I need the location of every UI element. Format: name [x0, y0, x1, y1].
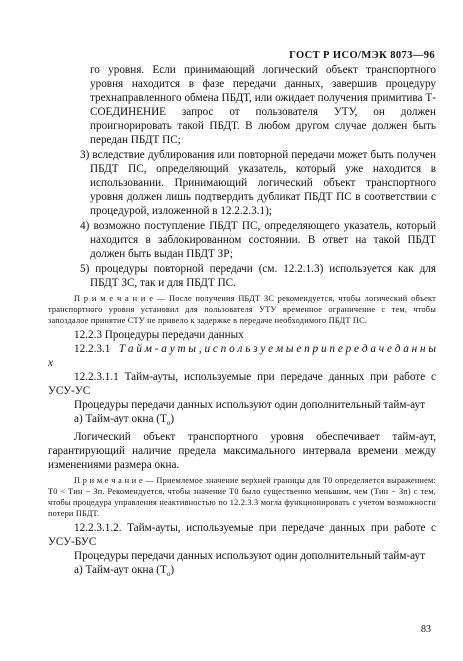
heading-text: 12.2.3 Процедуры передачи данных	[74, 329, 244, 341]
timer-label: а) Тайм-аут окна (T	[74, 413, 167, 425]
paragraph-procedures-2: Процедуры передачи данных используют один дополнительный тайм-аут	[74, 550, 426, 563]
timer-subscript: о	[166, 419, 171, 428]
paragraph-procedures-1: Процедуры передачи данных используют один дополнительный тайм-аут	[74, 399, 426, 411]
paragraph-12-2-3-1-2: 12.2.3.1.2. Тайм-ауты, используемые при передаче данных при работе с УСУ-БУС	[48, 522, 436, 549]
note-label: П р и м е ч а н и е	[74, 294, 154, 303]
paragraph-12-2-3-1-1: 12.2.3.1.1 Тайм-ауты, используемые при передаче данных при работе с УСУ-УС	[48, 371, 436, 397]
heading-number: 12.2.3.1	[74, 343, 111, 355]
timer-close: )	[170, 564, 175, 577]
continuation-paragraph: го уровня. Если принимающий логический объект транспортного уровня находится в фазе передачи данных, завершив процедуру трехнаправленного обмена ПБДТ, или ожидает получения примитива Т-СОЕДИНЕНИЕ запрос от пользователя УТУ, он должен проигнорировать такой ПБДТ. В любом другом случае должен быть передан ПБДТ ПС;	[90, 64, 436, 146]
section-heading-12-2-3	[48, 328, 436, 342]
list-item-5: 5) процедуры повторной передачи (см. 12.2.1.3) используется как для ПБДТ ЗС, так и для ПБДТ ПС.	[80, 263, 436, 289]
page-number: 83	[421, 624, 431, 635]
note-text: — После получения ПБДТ ЗС рекомендуется, чтобы логический объект транспортного уровня установил для пользователя УТУ временное ограничение с тем, чтобы запоздалое принятие СТУ не привело к задержке в передаче необходимого ПБДТ ПС.	[48, 294, 436, 325]
timer-item-2	[48, 563, 436, 581]
note-text: — Приемлемое значение верхней границы для T0 определяется выражением: T0 < Tин − Зп. Рекомендуется, чтобы значение T0 было существенно меньшим, чем (Tин − Зп) с тем, чтобы процедура управления неактивностью по 12.2.3.3 могла функционировать с учетом возможности потери ПБДТ.	[48, 476, 437, 519]
list-item-3: 3) вследствие дублирования или повторной передачи может быть получен ПБДТ ПС, определяющий указатель, который уже находится в использовании. Принимающий логический объект транспортного уровня должен лишь подтвердить дубликат ПБДТ ПС в соответствии с процедурой, изложенной в 12.2.2.3.1);	[80, 149, 436, 217]
note-label: П р и м е ч а н и е	[74, 476, 143, 486]
page-body	[48, 63, 436, 581]
timer-label: а) Тайм-аут окна (T	[74, 564, 167, 577]
page-header: ГОСТ Р ИСО/МЭК 8073—96	[289, 50, 435, 61]
list-item-4: 4) возможно поступление ПБДТ ПС, определяющего указатель, который находится в заблокированном состоянии. В ответ на такой ПБДТ должен быть выдан ПБДТ ЗР;	[80, 220, 436, 260]
note-1	[48, 293, 436, 326]
paragraph-logical-object: Логический объект транспортного уровня обеспечивает тайм-аут, гарантирующий наличие предела максимального интервала времени между изменениями размера окна.	[48, 431, 436, 472]
timer-subscript: о	[166, 570, 171, 579]
note-2	[48, 475, 436, 519]
heading-title: Т а й м - а у т ы , и с п о л ь з у е м ы е п р и п е р е д а ч е д а н н ы х	[48, 343, 436, 369]
section-heading-12-2-3-1	[48, 342, 436, 370]
timer-close: )	[170, 413, 175, 425]
timer-item-1	[48, 412, 436, 430]
